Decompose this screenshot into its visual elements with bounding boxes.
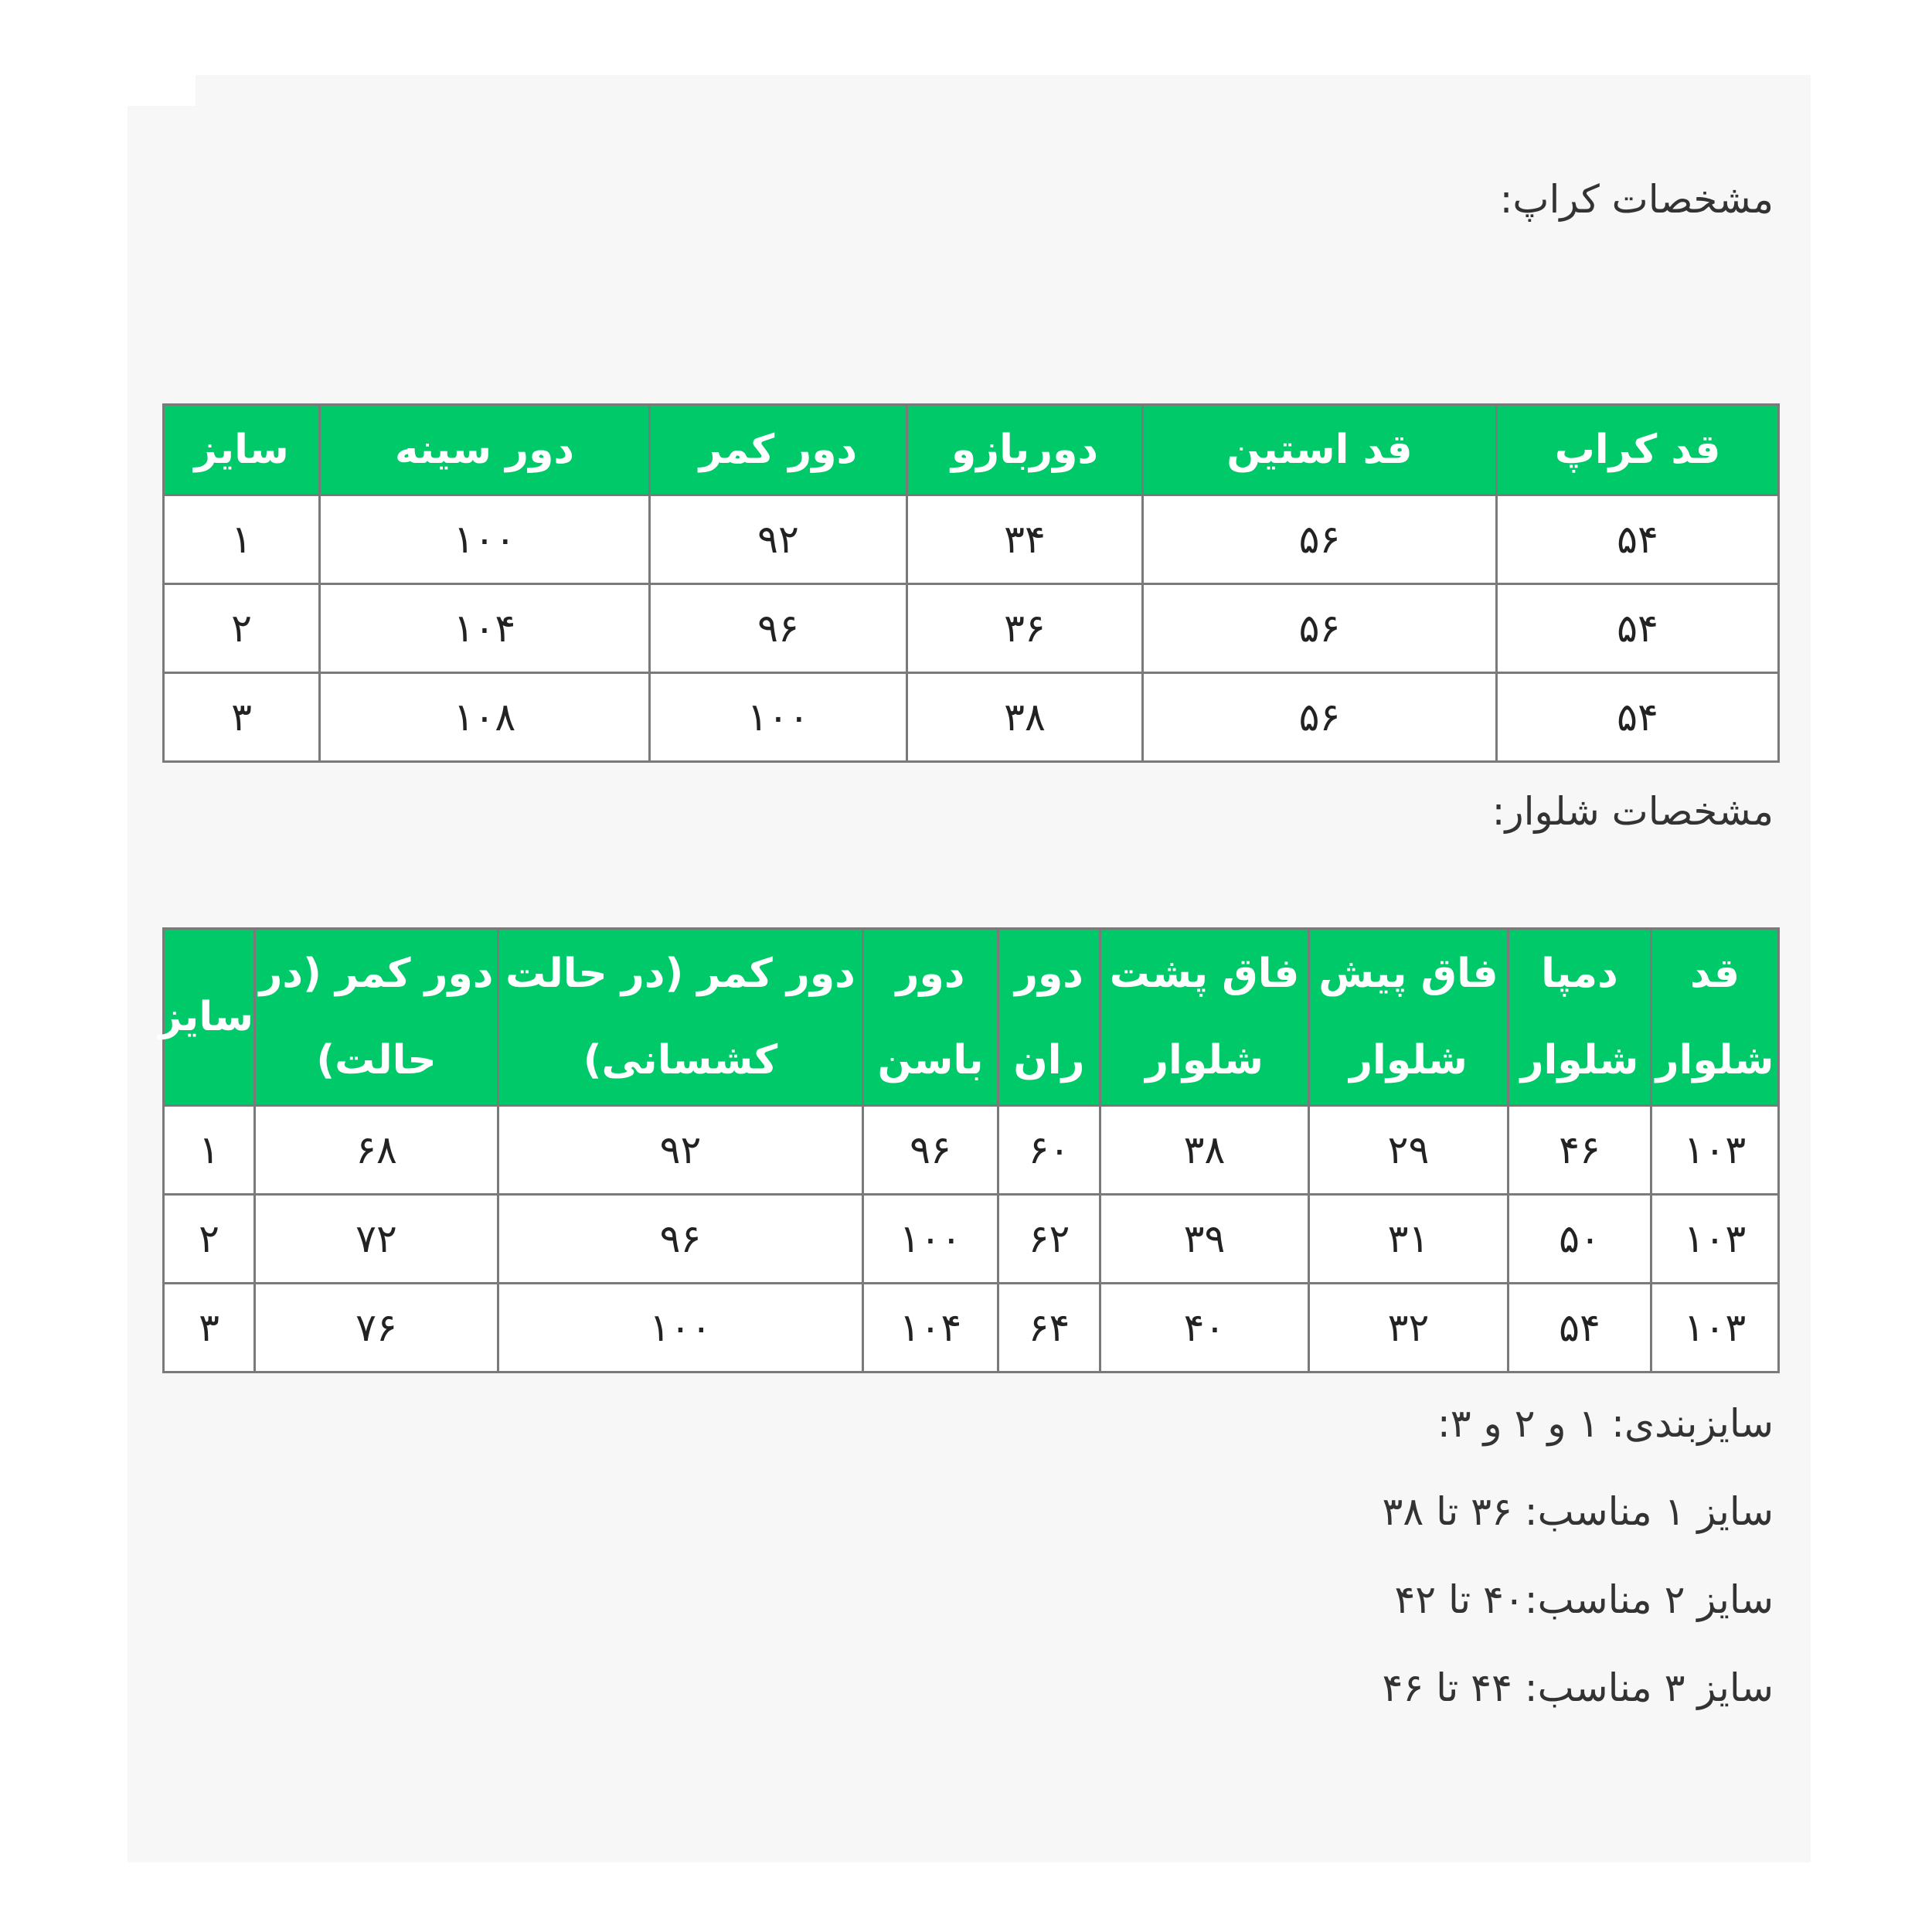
pants-header-row [164,929,1779,1106]
pants-header-cell: دور باسن [863,929,998,1106]
table-cell: ۷۲ [255,1195,498,1284]
table-cell: ۶۴ [998,1284,1100,1372]
crop-header-cell: سایز [164,405,320,495]
table-cell: ۱ [164,1106,255,1195]
table-cell: ۶۲ [998,1195,1100,1284]
table-cell: ۱۰۴ [863,1284,998,1372]
table-cell: ۵۶ [1143,584,1497,673]
table-cell: ۳۸ [1100,1106,1309,1195]
pants-specs-heading: مشخصات شلوار: [1492,789,1774,834]
table-cell: ۵۴ [1497,673,1779,762]
table-cell: ۷۶ [255,1284,498,1372]
pants-header-cell: دور ران [998,929,1100,1106]
table-cell: ۱۰۰ [498,1284,863,1372]
crop-size-table [162,403,1780,763]
crop-specs-heading: مشخصات کراپ: [1499,177,1774,222]
table-cell: ۲۹ [1309,1106,1509,1195]
pants-header-cell: فاق پیش شلوار [1309,929,1509,1106]
pants-header-cell: فاق پشت شلوار [1100,929,1309,1106]
table-cell: ۹۶ [498,1195,863,1284]
pants-header-cell: سایز [164,929,255,1106]
table-cell: ۱۰۴ [320,584,650,673]
sizing-summary: سایزبندی: ۱ و ۲ و ۳: [1437,1401,1774,1446]
crop-header-cell: دور سینه [320,405,650,495]
sizing-notes [1383,1400,1774,1753]
crop-header-cell: قد کراپ [1497,405,1779,495]
table-row [164,673,1779,762]
table-cell: ۹۶ [650,584,907,673]
table-cell: ۴۰ [1100,1284,1309,1372]
table-cell: ۵۶ [1143,495,1497,584]
table-cell: ۳۲ [1309,1284,1509,1372]
table-cell: ۳۸ [907,673,1143,762]
table-cell: ۱۰۳ [1651,1106,1779,1195]
table-row [164,1195,1779,1284]
crop-header-cell: قد استین [1143,405,1497,495]
table-row [164,495,1779,584]
table-row [164,1106,1779,1195]
size-2-fit: سایز ۲ مناسب:۴۰ تا ۴۲ [1394,1577,1774,1622]
pants-header-cell: دور کمر (در حالت) [255,929,498,1106]
table-row [164,584,1779,673]
table-cell: ۱۰۰ [650,673,907,762]
table-cell: ۱۰۰ [863,1195,998,1284]
table-cell: ۵۰ [1509,1195,1651,1284]
table-cell: ۱۰۳ [1651,1195,1779,1284]
pants-header-cell: دور کمر (در حالت کشسانی) [498,929,863,1106]
crop-header-cell: دوربازو [907,405,1143,495]
table-cell: ۹۶ [863,1106,998,1195]
table-cell: ۱۰۰ [320,495,650,584]
table-cell: ۵۶ [1143,673,1497,762]
table-cell: ۱ [164,495,320,584]
table-cell: ۴۶ [1509,1106,1651,1195]
size-3-fit: سایز ۳ مناسب: ۴۴ تا ۴۶ [1382,1665,1774,1710]
table-cell: ۳۶ [907,584,1143,673]
table-cell: ۲ [164,1195,255,1284]
size-1-fit: سایز ۱ مناسب: ۳۶ تا ۳۸ [1382,1489,1774,1534]
table-cell: ۳ [164,1284,255,1372]
table-cell: ۳۴ [907,495,1143,584]
table-cell: ۱۰۸ [320,673,650,762]
table-cell: ۶۸ [255,1106,498,1195]
table-row [164,1284,1779,1372]
table-cell: ۳۱ [1309,1195,1509,1284]
table-cell: ۵۴ [1497,584,1779,673]
panel-notch [128,75,196,106]
table-cell: ۱۰۳ [1651,1284,1779,1372]
table-cell: ۳ [164,673,320,762]
table-cell: ۶۰ [998,1106,1100,1195]
crop-header-cell: دور کمر [650,405,907,495]
crop-header-row [164,405,1779,495]
table-cell: ۲ [164,584,320,673]
pants-header-cell: قد شلوار [1651,929,1779,1106]
table-cell: ۵۴ [1509,1284,1651,1372]
table-cell: ۳۹ [1100,1195,1309,1284]
table-cell: ۹۲ [650,495,907,584]
pants-header-cell: دمپا شلوار [1509,929,1651,1106]
table-cell: ۵۴ [1497,495,1779,584]
pants-size-table [158,927,1780,1373]
table-cell: ۹۲ [498,1106,863,1195]
